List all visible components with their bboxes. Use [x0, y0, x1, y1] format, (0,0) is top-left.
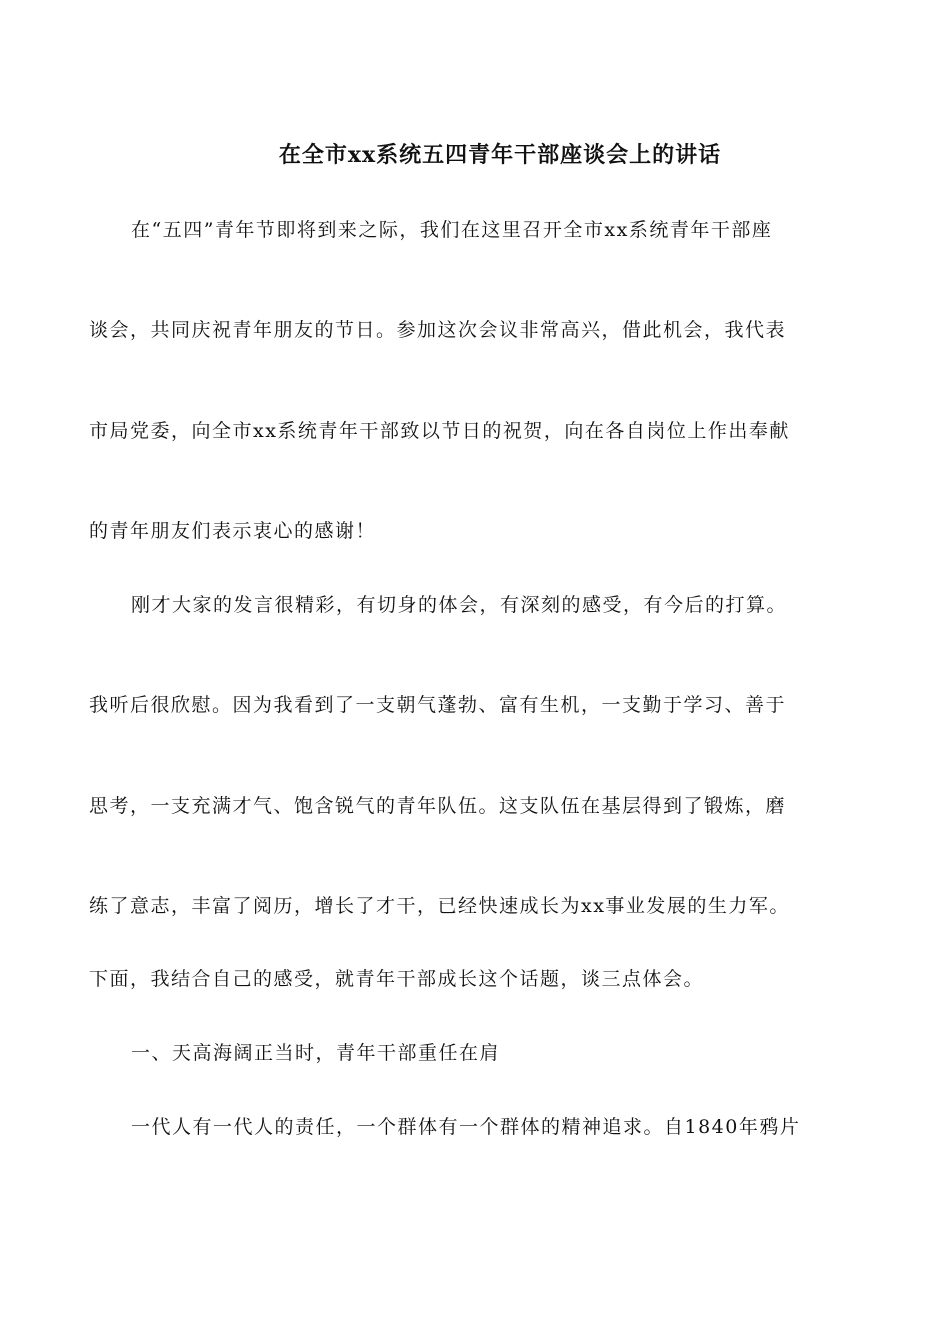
paragraph-line: 下面，我结合自己的感受，就青年干部成长这个话题，谈三点体会。 [89, 968, 705, 990]
paragraph-line: 刚才大家的发言很精彩，有切身的体会，有深刻的感受，有今后的打算。 [131, 594, 788, 616]
paragraph-line: 在“五四”青年节即将到来之际，我们在这里召开全市xx系统青年干部座 [131, 219, 773, 241]
paragraph-line: 一代人有一代人的责任，一个群体有一个群体的精神追求。自1840年鸦片 [131, 1116, 801, 1138]
document-title: 在全市xx系统五四青年干部座谈会上的讲话 [278, 142, 722, 168]
paragraph-line: 练了意志，丰富了阅历，增长了才干，已经快速成长为xx事业发展的生力军。 [89, 895, 790, 917]
paragraph-line: 的青年朋友们表示衷心的感谢！ [89, 520, 377, 542]
section-heading: 一、天高海阔正当时，青年干部重任在肩 [131, 1042, 501, 1064]
paragraph-line: 谈会，共同庆祝青年朋友的节日。参加这次会议非常高兴，借此机会，我代表 [89, 319, 787, 341]
paragraph-line: 思考，一支充满才气、饱含锐气的青年队伍。这支队伍在基层得到了锻炼，磨 [89, 795, 787, 817]
paragraph-line: 市局党委，向全市xx系统青年干部致以节日的祝贺，向在各自岗位上作出奉献 [89, 420, 790, 442]
paragraph-line: 我听后很欣慰。因为我看到了一支朝气蓬勃、富有生机，一支勤于学习、善于 [89, 694, 787, 716]
